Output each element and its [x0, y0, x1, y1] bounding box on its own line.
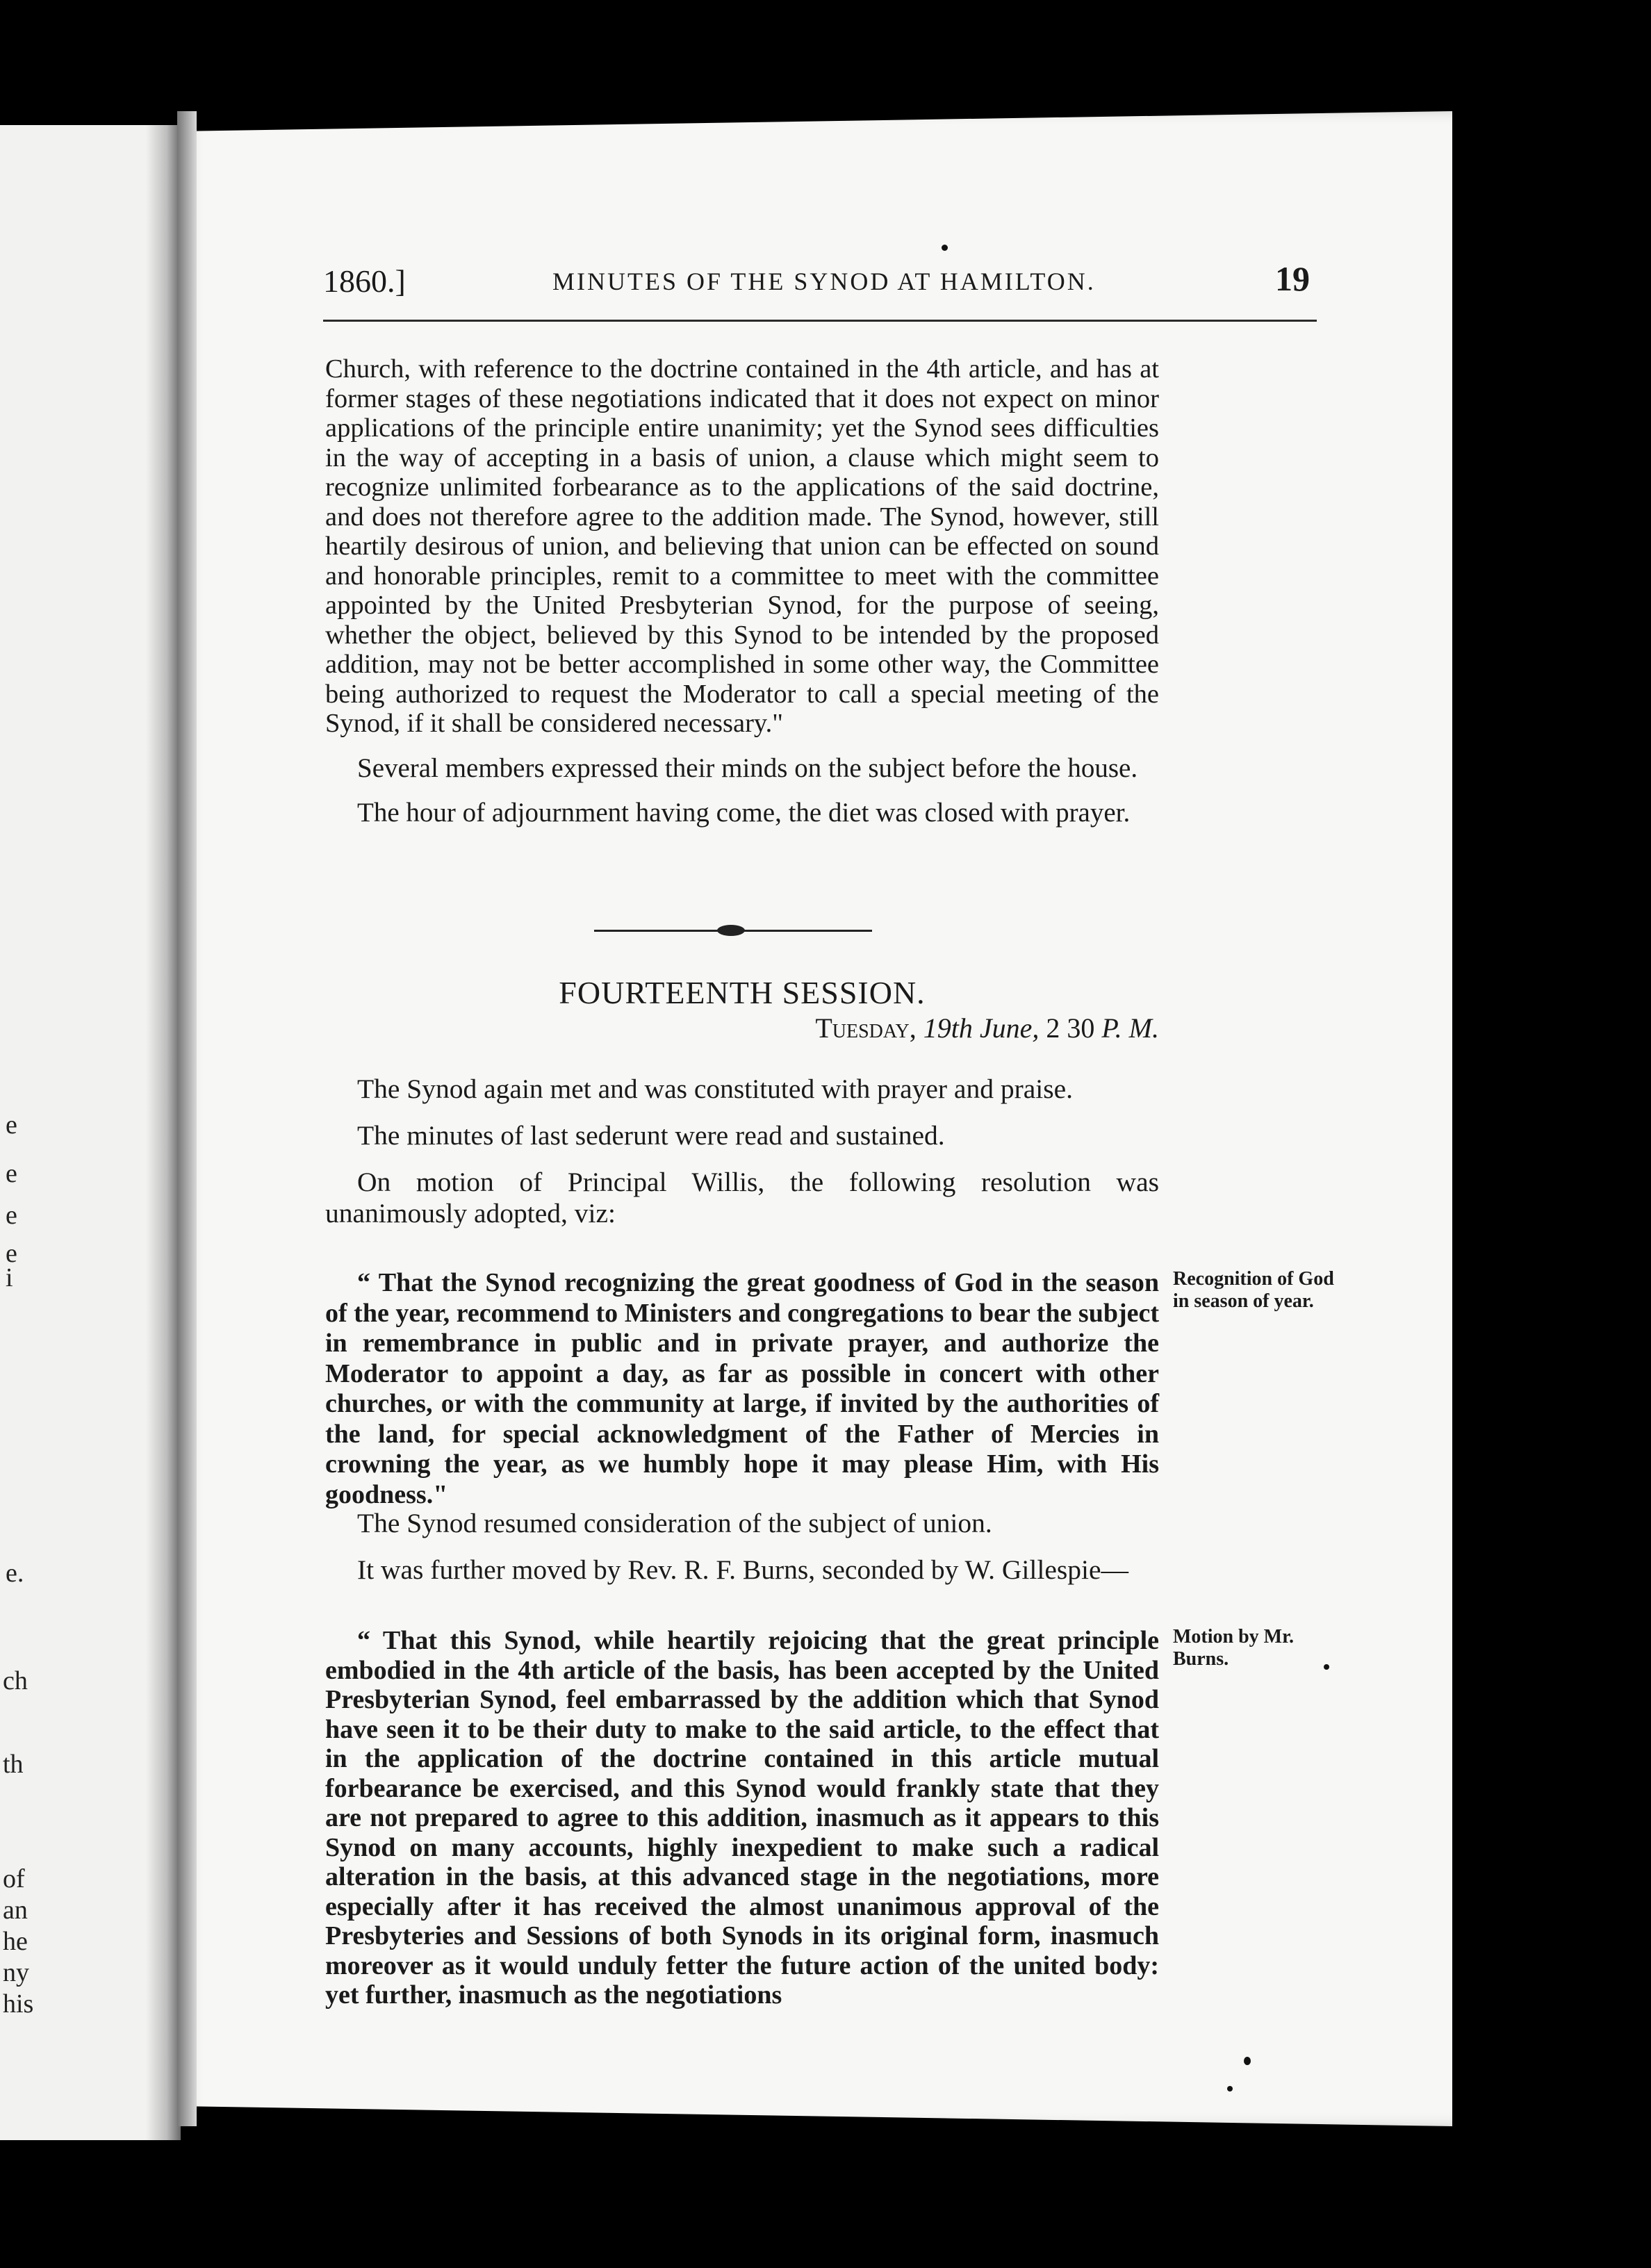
facing-page-fragment: of: [3, 1864, 25, 1893]
resolution-block: [325, 1268, 1159, 1510]
paragraph: The minutes of last sederunt were read and sustained.: [357, 1120, 945, 1151]
margin-note-recognition: Recognition of God in season of year.: [1173, 1268, 1334, 1312]
facing-page-fragment: his: [3, 1989, 34, 2019]
facing-page-fragment: he: [3, 1927, 28, 1956]
ink-speck: [1227, 2086, 1233, 2092]
facing-page-fragment: e: [6, 1110, 17, 1140]
divider-ornament: [717, 925, 745, 936]
paragraph: Church, with reference to the doctrine contained in the 4th article, and has at former stages of these negotiations indicated that it does not expect on minor applications of the principle entire unanimity; yet the Synod sees difficulties in the way of accepting in a basis of union, a clause which might seem to recognize unlimited forbearance as to the applications of the said doctrine, and does not therefore agree to the addition made. The Synod, however, still heartily desirous of union, and believing that union can be effected on sound and honorable principles, remit to a committee to meet with the committee appointed by the United Presbyterian Synod, for the purpose of seeing, whether the object, believed by this Synod to be intended by the proposed addition, may not be better accomplished in some other way, the Committee being authorized to request the Moderator to call a special meeting of the Synod, if it shall be considered necessary.": [325, 354, 1159, 738]
header-year: 1860.]: [323, 263, 406, 299]
paragraph: It was further moved by Rev. R. F. Burns, seconded by W. Gillespie—: [357, 1554, 1129, 1585]
ink-speck: [1244, 2057, 1251, 2065]
facing-page-fragment: an: [3, 1896, 28, 1925]
facing-page-fragment: i: [6, 1263, 13, 1292]
paragraph: The hour of adjournment having come, the diet was closed with prayer.: [357, 798, 1131, 828]
header-rule: [323, 320, 1317, 322]
motion-text: “ That this Synod, while heartily rejoicing that the great principle embodied in the 4th article of the basis, has been accepted by the United Presbyterian Synod, feel embarrassed by the addition which that Synod have seen it to be their duty to make to the said article, to the effect that in the application of the doctrine contained in this article mutual forbearance be exercised, and this Synod would frankly state that they are not prepared to agree to this addition, inasmuch as it appears to this Synod on many accounts, highly inexpedient to make such a radical alteration in the basis, at this advanced stage in the negotiations, more especially after it has received the almost unanimous approval of the Presbyteries and Sessions of both Synods in its original form, inasmuch moreover as it would unduly fetter the future action of the united body: yet further, inasmuch as the negotiations: [325, 1626, 1159, 2010]
session-day: Tuesday,: [815, 1012, 917, 1044]
session-date-text: 19th June,: [923, 1012, 1040, 1044]
facing-page-fragment: e.: [6, 1559, 24, 1588]
paragraph: On motion of Principal Willis, the following resolution was unanimously adopted, viz:: [325, 1167, 1159, 1228]
facing-page-edge: [146, 125, 181, 2140]
facing-page-fragment: ny: [3, 1958, 29, 1987]
session-title: FOURTEENTH SESSION.: [559, 975, 926, 1010]
paragraph: The Synod again met and was constituted with prayer and praise.: [357, 1074, 1074, 1104]
margin-note-motion: Motion by Mr. Burns.: [1173, 1626, 1294, 1670]
ink-speck: [942, 245, 948, 251]
paragraph: Several members expressed their minds on the subject before the house.: [357, 753, 1138, 783]
session-time: 2 30: [1046, 1012, 1095, 1044]
paragraph: The Synod resumed consideration of the subject of union.: [357, 1508, 992, 1538]
resolution-text: “ That the Synod recognizing the great goodness of God in the season of the year, recommend to Ministers and congregations to bear the subject in remembrance in public and in private prayer, and authorize the Moderator to appoint a day, as far as possible in concert with other churches, or with the community at large, if invited by the authorities of the land, for special acknowledgment of the Father of Mercies in crowning the year, as we humbly hope it may please Him, with His goodness.": [325, 1268, 1159, 1509]
session-heading: [325, 975, 1159, 1044]
facing-page-fragment: e: [6, 1159, 17, 1188]
motion-block: [325, 1626, 1159, 2010]
facing-page-fragment: e: [6, 1239, 17, 1268]
page-number: 19: [1275, 259, 1310, 298]
facing-page-fragment: e: [6, 1201, 17, 1230]
text-block-session: [325, 1074, 1159, 1229]
page-gutter: [177, 111, 197, 2126]
running-title: MINUTES OF THE SYNOD AT HAMILTON.: [552, 268, 1096, 295]
facing-page-fragment: ch: [3, 1666, 28, 1695]
session-meridiem: P. M.: [1101, 1012, 1159, 1044]
facing-page-fragment: th: [3, 1750, 24, 1779]
text-block-mid: [325, 1508, 1159, 1586]
running-header: [323, 259, 1317, 304]
text-block-top: [325, 354, 1159, 828]
session-date: [325, 1014, 1159, 1044]
